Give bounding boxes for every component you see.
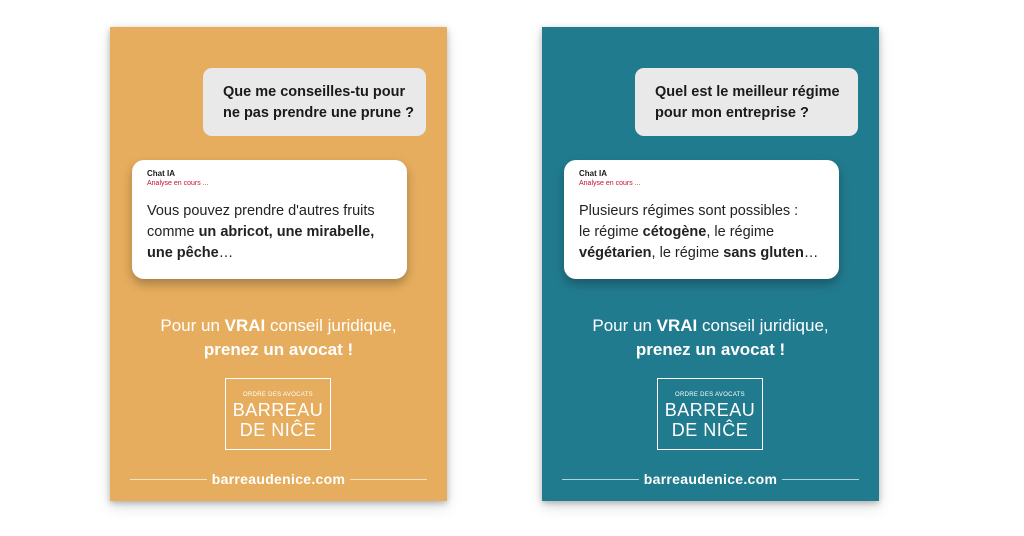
status-text: Analyse en cours ... xyxy=(147,180,209,187)
poster-prune xyxy=(110,27,447,501)
answer-bubble xyxy=(564,160,839,279)
answer-line: une pêche… xyxy=(147,245,234,261)
answer-text xyxy=(147,201,397,264)
question-line: Que me conseilles-tu pour xyxy=(223,84,406,100)
chat-label: Chat IA xyxy=(147,169,175,178)
logo-subtitle: ORDRE DES AVOCATS xyxy=(675,392,745,398)
answer-line: Vous pouvez prendre d'autres fruits xyxy=(147,203,375,219)
question-line: pour mon entreprise ? xyxy=(655,105,809,121)
website-link[interactable]: barreaudenice.com xyxy=(211,471,346,487)
logo-subtitle: ORDRE DES AVOCATS xyxy=(243,392,313,398)
logo-line-1: BARREAU xyxy=(232,400,324,420)
cta-line-2: prenez un avocat ! xyxy=(635,340,786,359)
poster-regime xyxy=(542,27,879,501)
answer-line: le régime cétogène, le régime xyxy=(579,224,775,240)
question-bubble xyxy=(203,68,426,136)
website-link[interactable]: barreaudenice.com xyxy=(643,471,778,487)
status-text: Analyse en cours ... xyxy=(579,180,641,187)
barreau-logo xyxy=(657,378,763,450)
question-line: ne pas prendre une prune ? xyxy=(223,105,414,121)
cta-line-2: prenez un avocat ! xyxy=(203,340,354,359)
cta-line-1: Pour un VRAI conseil juridique, xyxy=(160,316,397,335)
answer-line: végétarien, le régime sans gluten… xyxy=(579,245,819,261)
answer-text xyxy=(579,201,829,264)
logo-line-2: DE NIĈE xyxy=(239,420,317,440)
answer-line: Plusieurs régimes sont possibles : xyxy=(579,203,799,219)
answer-bubble xyxy=(132,160,407,279)
barreau-logo xyxy=(225,378,331,450)
logo-line-1: BARREAU xyxy=(664,400,756,420)
question-line: Quel est le meilleur régime xyxy=(655,84,840,100)
answer-line: comme un abricot, une mirabelle, xyxy=(147,224,375,240)
chat-label: Chat IA xyxy=(579,169,607,178)
logo-line-2: DE NIĈE xyxy=(671,420,749,440)
cta-line-1: Pour un VRAI conseil juridique, xyxy=(592,316,829,335)
question-bubble xyxy=(635,68,858,136)
